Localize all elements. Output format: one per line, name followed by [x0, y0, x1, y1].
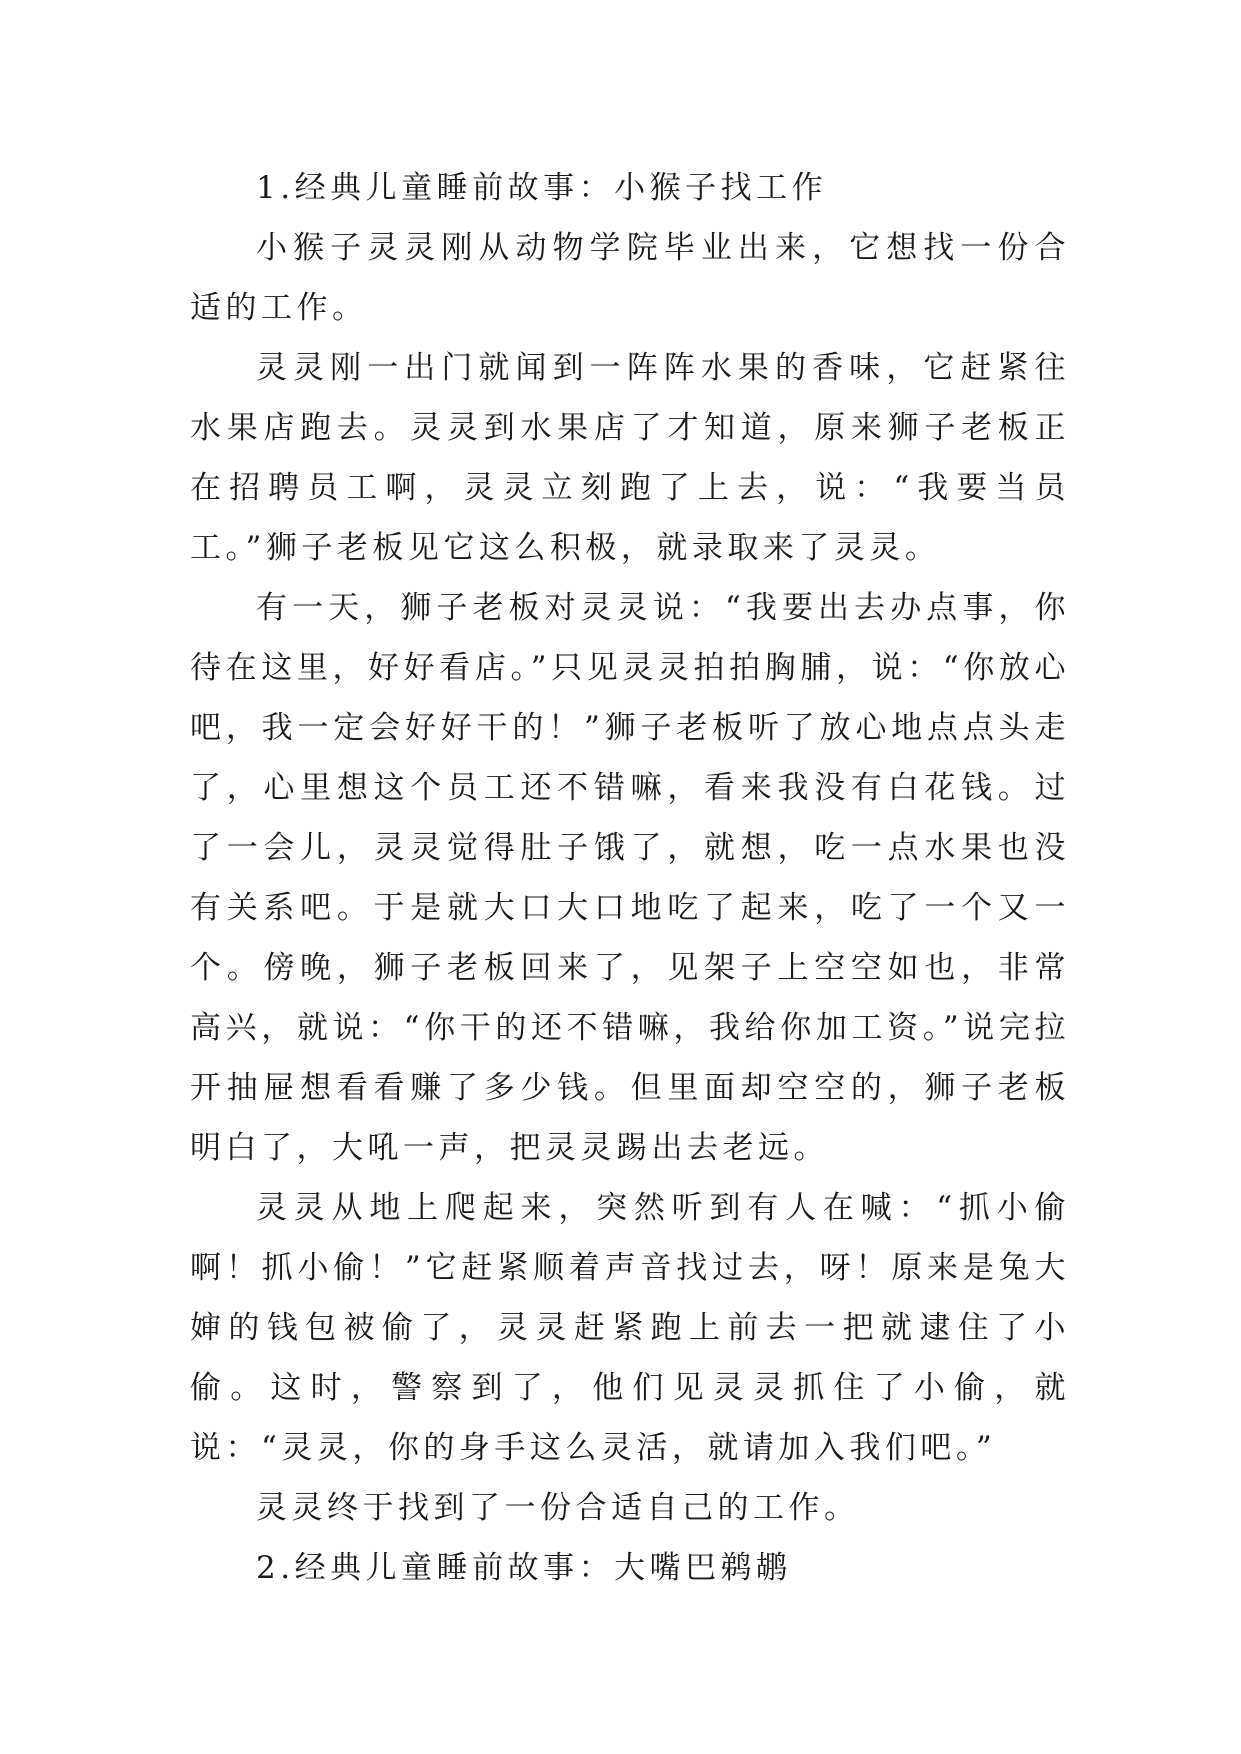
paragraph-2: 灵灵刚一出门就闻到一阵阵水果的香味，它赶紧往水果店跑去。灵灵到水果店了才知道，原来狮子老板正在招聘员工啊，灵灵立刻跑了上去，说：“我要当员工。”狮子老板见它这么积极，就录取来了灵灵。: [190, 350, 1070, 566]
paragraph-3: 有一天，狮子老板对灵灵说：“我要出去办点事，你待在这里，好好看店。”只见灵灵拍拍胸脯，说：“你放心吧，我一定会好好干的！”狮子老板听了放心地点点头走了，心里想这个员工还不错嘛，看来我没有白花钱。过了一会儿，灵灵觉得肚子饿了，就想，吃一点水果也没有关系吧。于是就大口大口地吃了起来，吃了一个又一个。傍晚，狮子老板回来了，见架子上空空如也，非常高兴，就说：“你干的还不错嘛，我给你加工资。”说完拉开抽屉想看看赚了多少钱。但里面却空空的，狮子老板明白了，大吼一声，把灵灵踢出去老远。: [190, 590, 1070, 1166]
paragraph-5: 灵灵终于找到了一份合适自己的工作。: [256, 1490, 860, 1526]
story-heading-2: 2.经典儿童睡前故事：大嘴巴鹈鹕: [256, 1550, 792, 1586]
story-heading-1: 1.经典儿童睡前故事：小猴子找工作: [256, 170, 828, 206]
paragraph-1: 小猴子灵灵刚从动物学院毕业出来，它想找一份合适的工作。: [190, 230, 1070, 326]
document-body: [190, 158, 1070, 1598]
paragraph-4: 灵灵从地上爬起来，突然听到有人在喊：“抓小偷啊！抓小偷！”它赶紧顺着声音找过去，呀！原来是兔大婶的钱包被偷了，灵灵赶紧跑上前去一把就逮住了小偷。这时，警察到了，他们见灵灵抓住了小偷，就说：“灵灵，你的身手这么灵活，就请加入我们吧。”: [190, 1190, 1070, 1466]
